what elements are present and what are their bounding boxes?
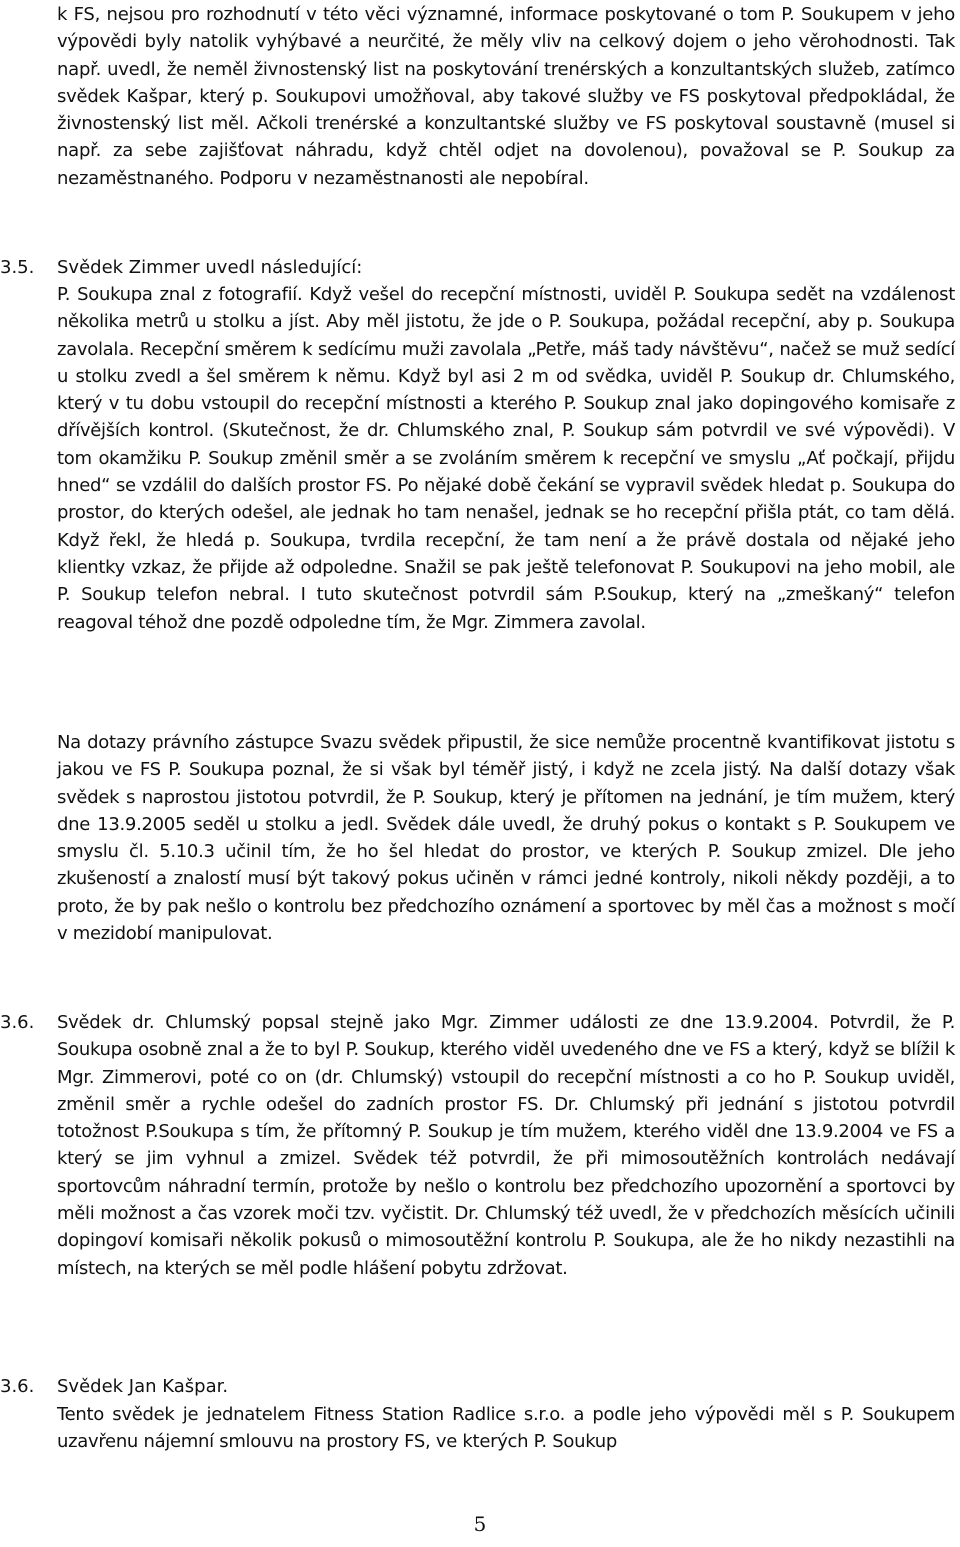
section-number: 3.5. <box>0 257 35 278</box>
section-paragraph: Tento svědek je jednatelem Fitness Station Radlice s.r.o. a podle jeho výpovědi měl s P. Soukupem uzavřenu nájemní smlouvu na prostory FS, ve kterých P. Soukup <box>57 1404 955 1453</box>
section-heading: Svědek Jan Kašpar. <box>57 1376 229 1397</box>
intro-paragraph: k FS, nejsou pro rozhodnutí v této věci významné, informace poskytované o tom P. Soukupem v jeho výpovědi byly natolik vyhýbavé a neurčité, že měly vliv na celkový dojem o jeho věrohodnosti. Tak např. uvedl, že neměl živnostenský list na poskytování trenérských a konzultantských služeb, zatímco svědek Kašpar, který p. Soukupovi umožňoval, aby takové služby ve FS poskytoval předpokládal, že živnostenský list měl. Ačkoli trenérské a konzultantské služby ve FS poskytoval soustavně (musel si např. za sebe zajišťovat náhradu, když chtěl odjet na dovolenou), považoval se P. Soukup za nezaměstnaného. Podporu v nezaměstnanosti ale nepobíral. <box>57 4 955 189</box>
section-paragraph: Na dotazy právního zástupce Svazu svědek připustil, že sice nemůže procentně kvantifikovat jistotu s jakou ve FS P. Soukupa poznal, že si však byl téměř jistý, i když ne zcela jistý. Na další dotazy však svědek s naprostou jistotou potvrdil, že P. Soukup, který je přítomen na jednání, je tím mužem, který dne 13.9.2005 seděl u stolku a jedl. Svědek dále uvedl, že druhý pokus o kontakt s P. Soukupem ve smyslu čl. 5.10.3 učinil tím, že ho šel hledat do prostor, ve kterých P. Soukup zmizel. Dle jeho zkušeností a znalostí musí být takový pokus učiněn v rámci jedné kontroly, nikoli někdy později, a to proto, že by pak nešlo o kontrolu bez předchozího oznámení a sportovec by měl čas a možnost s močí v mezidobí manipulovat. <box>57 732 955 945</box>
section-heading: Svědek Zimmer uvedl následující: <box>57 257 363 278</box>
section-paragraph: Svědek dr. Chlumský popsal stejně jako Mgr. Zimmer události ze dne 13.9.2004. Potvrdil, že P. Soukupa osobně znal a že to byl P. Soukup, kterého viděl uvedeného dne ve FS a který, když se blížil k Mgr. Zimmerovi, poté co on (dr. Chlumský) vstoupil do recepční místnosti a co ho P. Soukup uviděl, změnil směr a rychle odešel do zadních prostor FS. Dr. Chlumský při jednání s jistotou potvrdil totožnost P.Soukupa s tím, že přítomný P. Soukup je tím mužem, kterého viděl dne 13.9.2004 ve FS a který se jim vyhnul a zmizel. Svědek též potvrdil, že při mimosoutěžních kontrolách nedávají sportovcům náhradní termín, protože by nešlo o kontrolu bez předchozího upozornění a sportovci by měli možnost a čas vzorek moči tzv. vyčistit. Dr. Chlumský též uvedl, že v předchozích měsících učinili dopingoví komisaři několik pokusů o mimosoutěžní kontrolu P. Soukupa, ale že ho nikdy nezastihli na místech, na kterých se měl podle hlášení pobytu zdržovat. <box>57 1012 955 1279</box>
section-paragraph: P. Soukupa znal z fotografií. Když vešel do recepční místnosti, uviděl P. Soukupa sedět na vzdálenost několika metrů u stolku a jíst. Aby měl jistotu, že jde o P. Soukupa, požádal recepční, aby p. Soukupa zavolala. Recepční směrem k sedícímu muži zavolala „Petře, máš tady návštěvu“, načež se muž sedící u stolku zvedl a šel směrem k němu. Když byl asi 2 m od svědka, uviděl P. Soukup dr. Chlumského, který v tu dobu vstoupil do recepční místnosti a kterého P. Soukup znal jako dopingového komisaře z dřívějších kontrol. (Skutečnost, že dr. Chlumského znal, P. Soukup sám potvrdil ve své výpovědi). V tom okamžiku P. Soukup změnil směr a se zvoláním směrem k recepční ve smyslu „Ať počkají, přijdu hned“ se vzdálil do dalších prostor FS. Po nějaké době čekání se vypravil svědek hledat p. Soukupa do prostor, do kterých odešel, ale jednak ho tam nenašel, jednak se ho recepční přišla ptát, co tam dělá. Když řekl, že hledá p. Soukupa, tvrdila recepční, že tam není a že právě dostala od nějaké jeho klientky vzkaz, že přijde až odpoledne. Snažil se pak ještě telefonovat P. Soukupovi na jeho mobil, ale P. Soukup telefon nebral. I tuto skutečnost potvrdil sám P.Soukup, který na „zmeškaný“ telefon reagoval téhož dne pozdě odpoledne tím, že Mgr. Zimmera zavolal. <box>57 284 955 633</box>
section-number: 3.6. <box>0 1012 35 1033</box>
page-number: 5 <box>473 1512 487 1536</box>
section-number: 3.6. <box>0 1376 35 1397</box>
